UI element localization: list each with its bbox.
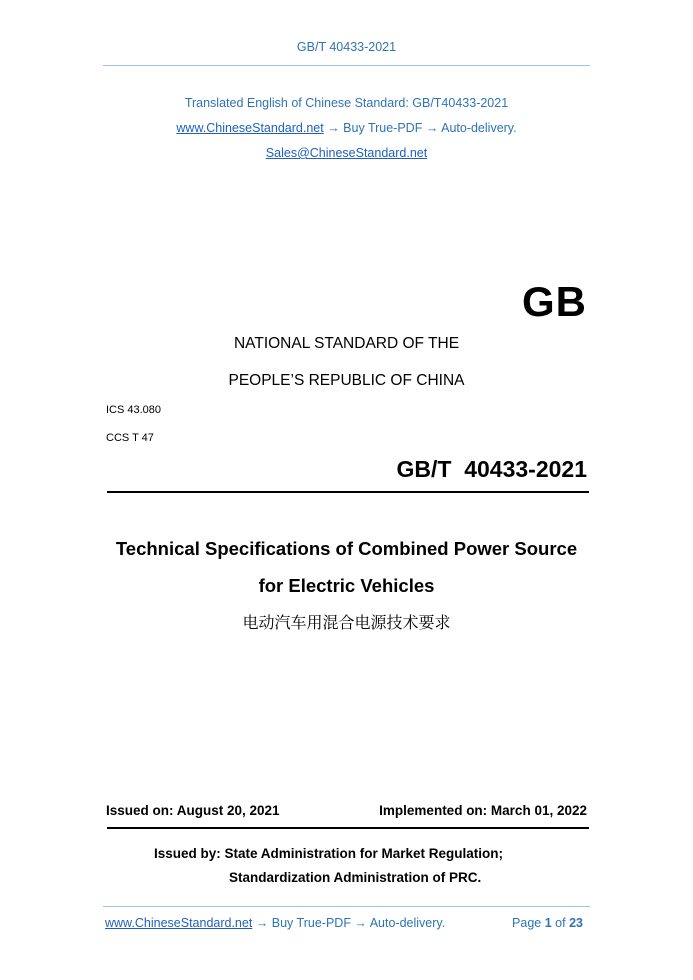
email-line [0, 146, 693, 160]
page-current: 1 [544, 916, 552, 930]
sales-email-link[interactable]: Sales@ChineseStandard.net [265, 146, 428, 160]
page-indicator [512, 916, 583, 930]
page-total: 23 [569, 916, 583, 930]
footer-site-link[interactable]: www.ChineseStandard.net [105, 916, 253, 930]
issued-date: Issued on: August 20, 2021 [106, 803, 280, 818]
issuer-line1: Issued by: State Administration for Market Regulation; [154, 846, 504, 861]
title-chinese: 电动汽车用混合电源技术要求 [242, 613, 451, 632]
footer-buy-text: → Buy True-PDF → Auto-delivery. [255, 916, 446, 930]
title-line1: Technical Specifications of Combined Power Source [115, 538, 578, 559]
footer-links [105, 916, 445, 930]
header-divider [103, 65, 590, 66]
title-line2: for Electric Vehicles [258, 575, 435, 596]
page-of: of [555, 916, 566, 930]
national-standard-line1: NATIONAL STANDARD OF THE [233, 335, 460, 352]
standard-number-rule [107, 491, 589, 493]
dates-rule [107, 827, 589, 829]
gb-logo: GB [522, 278, 587, 325]
page-label: Page [512, 916, 542, 930]
issuer-line2: Standardization Administration of PRC. [229, 870, 482, 885]
footer-divider [103, 906, 590, 907]
translation-notice: Translated English of Chinese Standard: GB/T40433-2021 [184, 96, 509, 110]
ics-code: ICS 43.080 [106, 404, 162, 416]
header-standard-code: GB/T 40433-2021 [296, 40, 397, 54]
implemented-date: Implemented on: March 01, 2022 [379, 803, 587, 818]
translation-links-line [0, 121, 693, 135]
site-link[interactable]: www.ChineseStandard.net [176, 121, 324, 135]
standard-number: GB/T 40433-2021 [396, 456, 587, 482]
ccs-code: CCS T 47 [106, 432, 154, 444]
national-standard-line2: PEOPLE’S REPUBLIC OF CHINA [228, 372, 465, 389]
buy-text: → Buy True-PDF → Auto-delivery. [327, 121, 517, 135]
